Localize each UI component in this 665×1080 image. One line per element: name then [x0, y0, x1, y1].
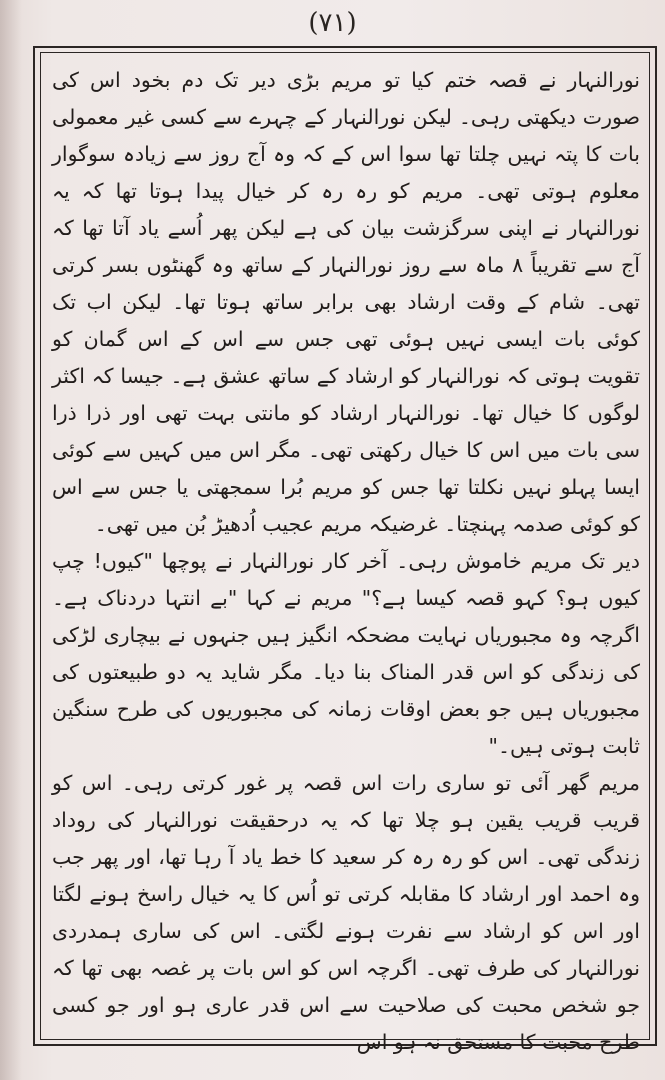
page-number: (۷۱): [308, 8, 357, 38]
page-spine-shadow: [0, 0, 22, 1080]
paragraph-1: نورالنہار نے قصہ ختم کیا تو مریم بڑی دیر تک دم بخود اس کی صورت دیکھتی رہی۔ لیکن نورالنہار کے چہرے سے کسی غیر معمولی بات کا پتہ نہیں چلتا تھا سوا اس کے کہ وہ آج روز سے زیادہ سوگوار معلوم ہوتی تھی۔ مریم کو رہ رہ کر خیال پیدا ہوتا تھا کہ یہ نورالنہار نے اپنی سرگزشت بیان کی ہے لیکن پھر اُسے یاد آتا تھا کہ آج سے تقریباً ۸ ماہ سے روز نورالنہار کے ساتھ وہ گھنٹوں بسر کرتی تھی۔ شام کے وقت ارشاد بھی برابر ساتھ ہوتا تھا۔ لیکن اب تک کوئی بات ایسی نہیں ہوئی تھی جس سے اس کے اس گمان کو تقویت ہوتی کہ نورالنہار کو ارشاد کے ساتھ عشق ہے۔ جیسا کہ اکثر لوگوں کا خیال تھا۔ نورالنہار ارشاد کو مانتی بہت تھی اور ذرا ذرا سی بات میں اس کا خیال رکھتی تھی۔ مگر اس میں کہیں سے کوئی ایسا پہلو نہیں نکلتا تھا جس کو مریم بُرا سمجھتی یا جس سے اس کو کوئی صدمہ پہنچتا۔ غرضیکہ مریم عجیب اُدھیڑ بُن میں تھی۔: [52, 68, 640, 536]
paragraph-3: مریم گھر آئی تو ساری رات اس قصہ پر غور کرتی رہی۔ اس کو قریب قریب یقین ہو چلا تھا کہ یہ درحقیقت نورالنہار کی روداد زندگی تھی۔ اس کو رہ رہ کر سعید کا خط یاد آ رہا تھا، اور پھر جب وہ احمد اور ارشاد کا مقابلہ کرتی تو اُس کا یہ خیال راسخ ہونے لگتا اور اس کو ارشاد سے نفرت ہونے لگتی۔ اس کی ساری ہمدردی نورالنہار کی طرف تھی۔ اگرچہ اس کو اس بات پر غصہ بھی تھا کہ جو شخص محبت کی صلاحیت سے اس قدر عاری ہو اور جو کسی طرح محبت کا مستحق نہ ہو اس: [52, 771, 640, 1054]
body-text: [52, 62, 640, 1054]
paragraph-2: دیر تک مریم خاموش رہی۔ آخر کار نورالنہار نے پوچھا "کیوں! چپ کیوں ہو؟ کہو قصہ کیسا ہے؟" مریم نے کہا "بے انتہا دردناک ہے۔ اگرچہ وہ مجبوریاں نہایت مضحکہ انگیز ہیں جنہوں نے بیچاری لڑکی کی زندگی کو اس قدر المناک بنا دیا۔ مگر شاید یہ دو طبیعتوں کی مجبوریاں ہیں جو بعض اوقات زمانہ کی مجبوریوں کی طرح سنگین ثابت ہوتی ہیں۔": [52, 549, 640, 758]
